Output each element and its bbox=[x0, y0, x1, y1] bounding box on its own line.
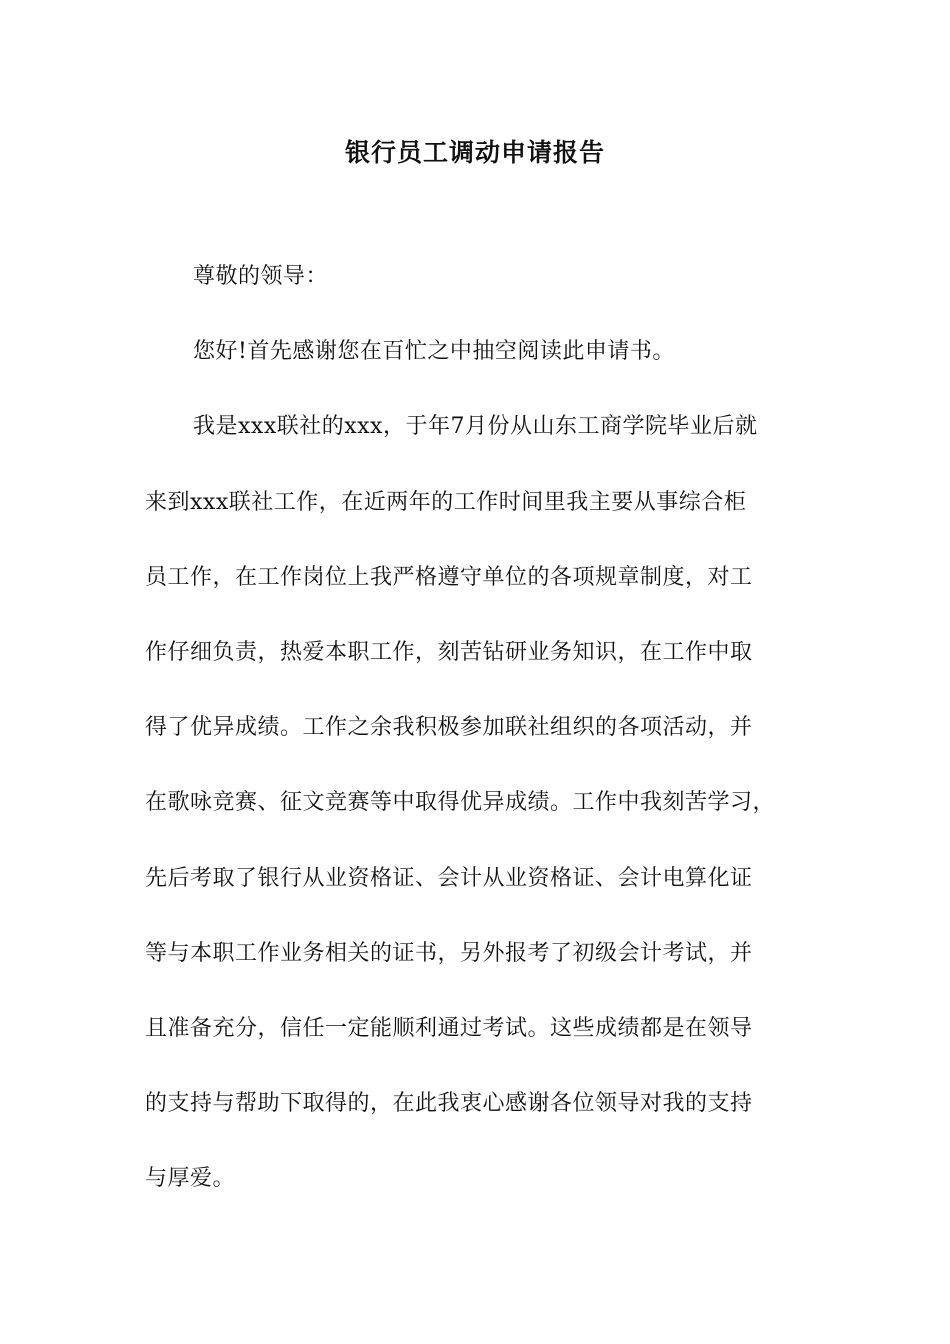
paragraph-line: 的支持与帮助下取得的，在此我衷心感谢各位领导对我的支持 bbox=[145, 1091, 753, 1117]
document-body bbox=[145, 252, 809, 1229]
document-title: 银行员工调动申请报告 bbox=[344, 138, 605, 167]
greeting-line: 您好!首先感谢您在百忙之中抽空阅读此申请书。 bbox=[193, 339, 675, 365]
paragraph-line: 来到xxx联社工作，在近两年的工作时间里我主要从事综合柜 bbox=[145, 489, 747, 515]
paragraph-line: 在歌咏竞赛、征文竞赛等中取得优异成绩。工作中我刻苦学习， bbox=[145, 790, 776, 816]
salutation-line: 尊敬的领导： bbox=[193, 264, 329, 289]
paragraph-line: 且准备充分，信任一定能顺利通过考试。这些成绩都是在领导 bbox=[145, 1015, 753, 1041]
paragraph-line: 与厚爱。 bbox=[145, 1166, 236, 1192]
paragraph-line: 作仔细负责，热爱本职工作，刻苦钻研业务知识，在工作中取 bbox=[145, 639, 753, 665]
paragraph-line: 员工作，在工作岗位上我严格遵守单位的各项规章制度，对工 bbox=[145, 564, 753, 590]
paragraph-line: 等与本职工作业务相关的证书，另外报考了初级会计考试，并 bbox=[145, 940, 753, 966]
paragraph-line: 先后考取了银行从业资格证、会计从业资格证、会计电算化证 bbox=[145, 865, 753, 891]
paragraph-line: 我是xxx联社的xxx，于年7月份从山东工商学院毕业后就 bbox=[193, 414, 758, 440]
paragraph-line: 得了优异成绩。工作之余我积极参加联社组织的各项活动，并 bbox=[145, 715, 753, 741]
